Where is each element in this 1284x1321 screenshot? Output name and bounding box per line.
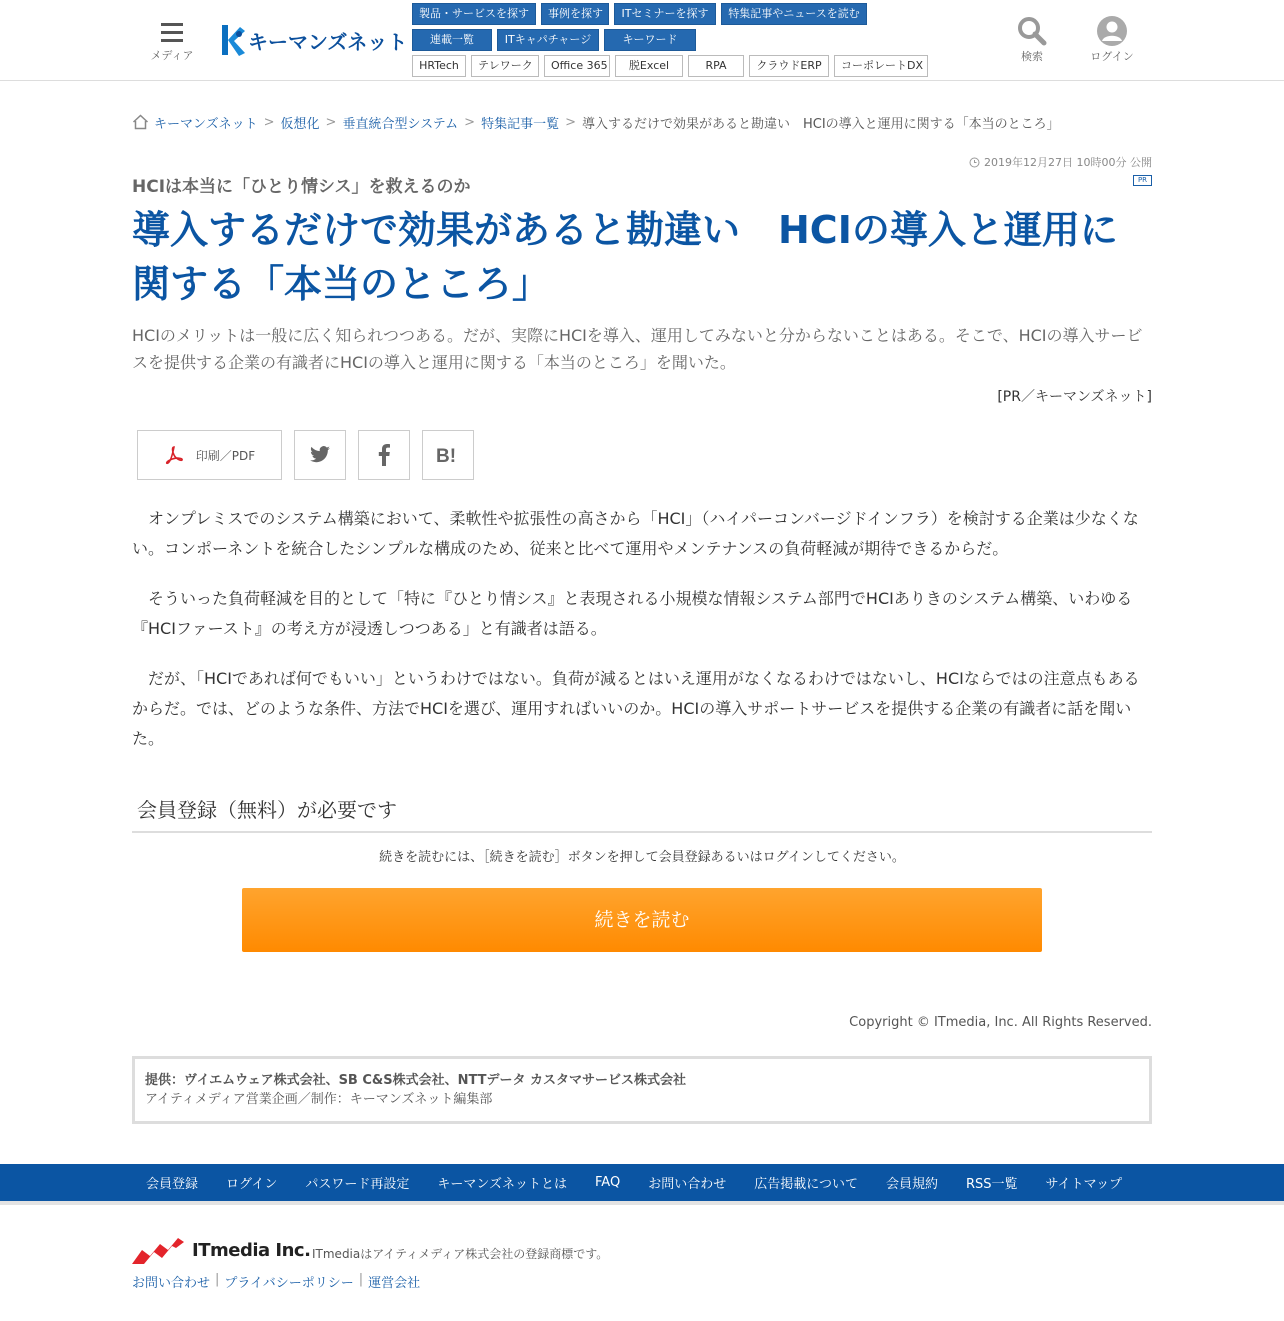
- footer-link-about[interactable]: キーマンズネットとは: [437, 1177, 568, 1192]
- twitter-icon: [309, 446, 331, 464]
- trademark-notice: ITmediaはアイティメディア株式会社の登録商標です。: [312, 1247, 609, 1261]
- nav-row-primary: [412, 3, 972, 25]
- hatena-bookmark-button[interactable]: [422, 430, 474, 480]
- pr-badge: PR: [1133, 175, 1152, 186]
- clock-icon: [969, 157, 980, 168]
- nav-row-tags: [412, 55, 972, 77]
- share-bar: [137, 430, 486, 480]
- breadcrumb-separator: >: [464, 114, 476, 130]
- footer-link-advertising[interactable]: 広告掲載について: [754, 1177, 858, 1192]
- tag-rpa[interactable]: RPA: [688, 55, 744, 77]
- link-separator: |: [358, 1272, 364, 1287]
- copyright: Copyright © ITmedia, Inc. All Rights Reserved.: [849, 1015, 1152, 1030]
- footer-link-register[interactable]: 会員登録: [146, 1177, 199, 1192]
- tag-office365[interactable]: Office 365: [544, 55, 610, 77]
- site-logo[interactable]: [220, 22, 407, 58]
- divider: [132, 831, 1152, 833]
- search-button[interactable]: [1008, 16, 1056, 64]
- tag-datsu-excel[interactable]: 脱Excel: [615, 55, 683, 77]
- nav-find-cases[interactable]: 事例を探す: [541, 3, 609, 25]
- itmedia-brand-text: ITmedia Inc.: [192, 1239, 311, 1261]
- article-paragraph: だが、「HCIであれば何でもいい」というわけではない。負荷が減るとはいえ運用がなくなるわけではないし、HCIならではの注意点もあるからだ。では、どのような条件、方法でHCIを選び、運用すればいいのか。HCIの導入サポートサービスを提供する企業の有識者に話を聞いた。: [132, 669, 1140, 748]
- keymans-logo-icon: [220, 23, 246, 57]
- pdf-icon: [164, 445, 184, 465]
- nav-series[interactable]: 連載一覧: [412, 29, 492, 51]
- login-label: ログイン: [1090, 50, 1134, 63]
- breadcrumb-current: 導入するだけで効果があると勘違い HCIの導入と運用に関する「本当のところ」: [581, 116, 1060, 132]
- twitter-share-button[interactable]: [294, 430, 346, 480]
- article-credit: [PR／キーマンズネット]: [997, 389, 1152, 405]
- nav-find-products[interactable]: 製品・サービスを探す: [412, 3, 536, 25]
- tag-cloud-erp[interactable]: クラウドERP: [749, 55, 829, 77]
- media-menu-label: メディア: [150, 49, 194, 62]
- media-menu-button[interactable]: [146, 20, 198, 64]
- registration-heading: 会員登録（無料）が必要です: [137, 798, 397, 822]
- hatena-icon: [436, 445, 460, 465]
- footer-link-faq[interactable]: FAQ: [595, 1175, 621, 1190]
- breadcrumb-separator: >: [325, 114, 337, 130]
- breadcrumb-separator: >: [565, 114, 576, 130]
- login-button[interactable]: [1084, 16, 1140, 64]
- print-pdf-label: 印刷／PDF: [195, 448, 256, 463]
- nav-it-capacharge[interactable]: ITキャパチャージ: [497, 29, 599, 51]
- breadcrumb: [132, 112, 1060, 132]
- nav-row-secondary: [412, 29, 972, 51]
- breadcrumb-separator: >: [263, 114, 275, 130]
- site-header: [0, 0, 1284, 81]
- breadcrumb-virtualization[interactable]: 仮想化: [280, 116, 320, 132]
- article-title: 導入するだけで効果があると勘違い HCIの導入と運用に関する「本当のところ」: [132, 208, 1118, 306]
- breadcrumb-hci[interactable]: 垂直統合型システム: [342, 116, 459, 132]
- article-paragraph: そういった負荷軽減を目的として「特に『ひとり情シス』と表現される小規模な情報システム部門でHCIありきのシステム構築、いわゆる『HCIファースト』の考え方が浸透しつつある」と有識者は語る。: [132, 589, 1133, 638]
- footer-nav: [0, 1164, 1284, 1205]
- article-subtitle: HCIは本当に「ひとり情シス」を救えるのか: [132, 177, 471, 197]
- sponsor-box: [132, 1056, 1152, 1124]
- bottom-link-privacy[interactable]: プライバシーポリシー: [224, 1276, 354, 1291]
- footer-link-sitemap[interactable]: サイトマップ: [1045, 1177, 1123, 1192]
- user-avatar-icon: [1097, 16, 1127, 46]
- print-pdf-button[interactable]: [137, 430, 282, 480]
- logo-text: キーマンズネット: [248, 29, 408, 54]
- search-label: 検索: [1021, 50, 1043, 63]
- article-body: [132, 504, 1152, 774]
- home-icon: [132, 114, 149, 130]
- search-icon: [1017, 16, 1047, 46]
- sponsor-production: アイティメディア営業企画／制作：キーマンズネット編集部: [145, 1092, 493, 1107]
- itmedia-mark-icon: [132, 1236, 188, 1264]
- article-lead: HCIのメリットは一般に広く知られつつある。だが、実際にHCIを導入、運用してみないと分からないことはある。そこで、HCIの導入サービスを提供する企業の有識者にHCIの導入と運用に関する「本当のところ」を聞いた。: [132, 326, 1143, 372]
- article-paragraph: オンプレミスでのシステム構築において、柔軟性や拡張性の高さから「HCI」（ハイパーコンバージドインフラ）を検討する企業は少なくない。コンポーネントを統合したシンプルな構成のため、従来と比べて運用やメンテナンスの負荷軽減が期待できるからだ。: [132, 509, 1139, 558]
- bottom-link-company[interactable]: 運営会社: [368, 1276, 421, 1291]
- continue-reading-button[interactable]: 続きを読む: [242, 888, 1042, 952]
- hamburger-icon: [161, 23, 183, 43]
- itmedia-logo[interactable]: [132, 1236, 310, 1264]
- footer-link-terms[interactable]: 会員規約: [885, 1177, 938, 1192]
- svg-text:B!: B!: [436, 446, 457, 465]
- link-separator: |: [215, 1272, 220, 1287]
- nav-keywords[interactable]: キーワード: [604, 29, 696, 51]
- sponsor-provider: 提供：ヴイエムウェア株式会社、SB C&S株式会社、NTTデータ カスタマサービス株式会社: [145, 1073, 687, 1088]
- nav-read-features[interactable]: 特集記事やニュースを読む: [721, 3, 867, 25]
- footer-link-password-reset[interactable]: パスワード再設定: [305, 1177, 410, 1192]
- breadcrumb-home[interactable]: キーマンズネット: [154, 116, 258, 132]
- footer-bottom-links: [132, 1272, 420, 1291]
- footer-link-rss[interactable]: RSS一覧: [965, 1177, 1018, 1192]
- publish-date: [969, 154, 1152, 170]
- bottom-link-contact[interactable]: お問い合わせ: [132, 1276, 211, 1291]
- footer-link-login[interactable]: ログイン: [226, 1177, 278, 1192]
- tag-hrtech[interactable]: HRTech: [412, 55, 466, 77]
- registration-note: 続きを読むには、［続きを読む］ボタンを押して会員登録あるいはログインしてください。: [379, 850, 905, 865]
- footer-link-contact[interactable]: お問い合わせ: [648, 1177, 727, 1192]
- header-nav: [412, 3, 972, 81]
- publish-date-text: 2019年12月27日 10時00分 公開: [984, 156, 1152, 169]
- facebook-share-button[interactable]: [358, 430, 410, 480]
- tag-telework[interactable]: テレワーク: [471, 55, 539, 77]
- nav-find-seminars[interactable]: ITセミナーを探す: [614, 3, 716, 25]
- facebook-icon: [378, 444, 390, 466]
- breadcrumb-features[interactable]: 特集記事一覧: [481, 116, 560, 132]
- tag-corporate-dx[interactable]: コーポレートDX: [834, 55, 928, 77]
